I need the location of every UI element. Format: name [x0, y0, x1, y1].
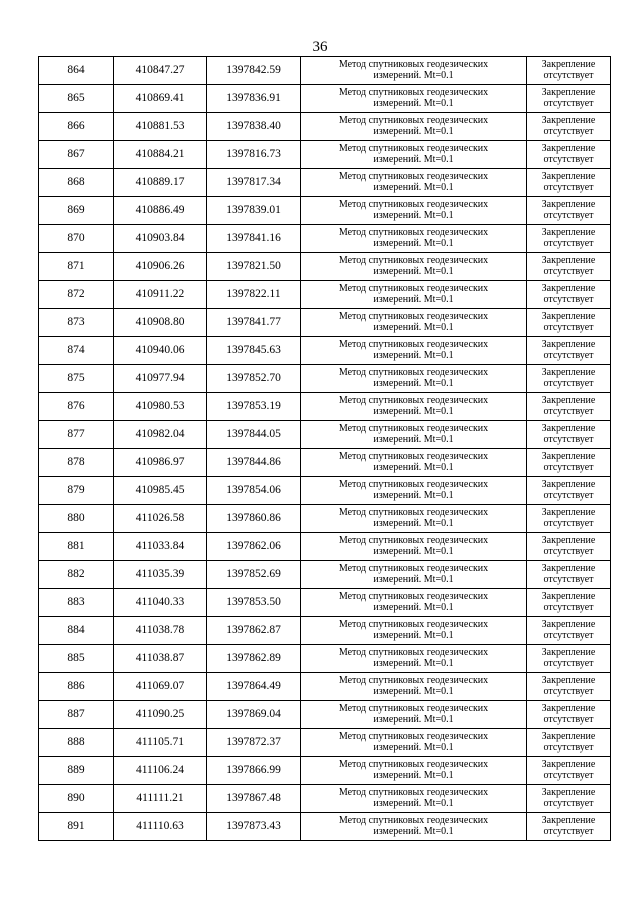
y-coordinate-cell: 1397872.37	[207, 729, 301, 757]
table-row	[39, 141, 611, 169]
method-cell	[301, 309, 527, 337]
table-row	[39, 701, 611, 729]
fixing-line-1: Закрепление	[541, 759, 596, 770]
method-line-2: измерений. Mt=0.1	[373, 377, 454, 389]
point-number-cell: 881	[39, 533, 114, 561]
method-line-2: измерений. Mt=0.1	[373, 321, 454, 333]
method-line-2: измерений. Mt=0.1	[373, 293, 454, 305]
method-cell	[301, 85, 527, 113]
point-number-cell: 871	[39, 253, 114, 281]
point-number-cell: 891	[39, 813, 114, 841]
y-coordinate-cell: 1397841.77	[207, 309, 301, 337]
method-cell	[301, 169, 527, 197]
method-line-1: Метод спутниковых геодезических	[338, 367, 489, 378]
method-line-1: Метод спутниковых геодезических	[338, 703, 489, 714]
fixing-cell	[527, 785, 611, 813]
method-line-2: измерений. Mt=0.1	[373, 265, 454, 277]
method-line-1: Метод спутниковых геодезических	[338, 507, 489, 518]
y-coordinate-cell: 1397844.05	[207, 421, 301, 449]
point-number-cell: 886	[39, 673, 114, 701]
table-row	[39, 617, 611, 645]
method-cell	[301, 701, 527, 729]
fixing-cell	[527, 533, 611, 561]
fixing-cell	[527, 589, 611, 617]
x-coordinate-cell: 411038.87	[114, 645, 207, 673]
fixing-line-2: отсутствует	[543, 769, 594, 781]
fixing-line-1: Закрепление	[541, 451, 596, 462]
point-number-cell: 880	[39, 505, 114, 533]
table-row	[39, 197, 611, 225]
fixing-line-2: отсутствует	[543, 741, 594, 753]
x-coordinate-cell: 410908.80	[114, 309, 207, 337]
method-line-2: измерений. Mt=0.1	[373, 405, 454, 417]
x-coordinate-cell: 411040.33	[114, 589, 207, 617]
fixing-line-2: отсутствует	[543, 293, 594, 305]
method-cell	[301, 253, 527, 281]
method-cell	[301, 141, 527, 169]
method-line-1: Метод спутниковых геодезических	[338, 619, 489, 630]
method-line-2: измерений. Mt=0.1	[373, 825, 454, 837]
point-number-cell: 890	[39, 785, 114, 813]
fixing-line-2: отсутствует	[543, 349, 594, 361]
fixing-line-1: Закрепление	[541, 367, 596, 378]
method-cell	[301, 477, 527, 505]
fixing-line-1: Закрепление	[541, 563, 596, 574]
x-coordinate-cell: 411111.21	[114, 785, 207, 813]
method-line-1: Метод спутниковых геодезических	[338, 311, 489, 322]
method-line-2: измерений. Mt=0.1	[373, 545, 454, 557]
fixing-line-2: отсутствует	[543, 181, 594, 193]
fixing-cell	[527, 85, 611, 113]
y-coordinate-cell: 1397862.89	[207, 645, 301, 673]
table-row	[39, 561, 611, 589]
fixing-line-1: Закрепление	[541, 619, 596, 630]
fixing-line-1: Закрепление	[541, 507, 596, 518]
method-line-2: измерений. Mt=0.1	[373, 769, 454, 781]
fixing-cell	[527, 57, 611, 85]
fixing-line-2: отсутствует	[543, 629, 594, 641]
point-number-cell: 877	[39, 421, 114, 449]
fixing-line-2: отсутствует	[543, 69, 594, 81]
table-row	[39, 673, 611, 701]
method-cell	[301, 617, 527, 645]
x-coordinate-cell: 410940.06	[114, 337, 207, 365]
method-cell	[301, 393, 527, 421]
x-coordinate-cell: 410886.49	[114, 197, 207, 225]
point-number-cell: 883	[39, 589, 114, 617]
y-coordinate-cell: 1397841.16	[207, 225, 301, 253]
page-number: 36	[312, 39, 328, 55]
table-row	[39, 477, 611, 505]
fixing-cell	[527, 449, 611, 477]
method-cell	[301, 729, 527, 757]
fixing-line-1: Закрепление	[541, 395, 596, 406]
x-coordinate-cell: 411026.58	[114, 505, 207, 533]
x-coordinate-cell: 410869.41	[114, 85, 207, 113]
method-cell	[301, 785, 527, 813]
fixing-line-2: отсутствует	[543, 517, 594, 529]
point-number-cell: 885	[39, 645, 114, 673]
table-row	[39, 449, 611, 477]
y-coordinate-cell: 1397853.19	[207, 393, 301, 421]
point-number-cell: 865	[39, 85, 114, 113]
table-row	[39, 533, 611, 561]
method-cell	[301, 449, 527, 477]
y-coordinate-cell: 1397838.40	[207, 113, 301, 141]
fixing-line-2: отсутствует	[543, 489, 594, 501]
table-row	[39, 421, 611, 449]
point-number-cell: 874	[39, 337, 114, 365]
table-row	[39, 253, 611, 281]
point-number-cell: 868	[39, 169, 114, 197]
fixing-cell	[527, 561, 611, 589]
table-row	[39, 281, 611, 309]
fixing-cell	[527, 113, 611, 141]
method-line-1: Метод спутниковых геодезических	[338, 759, 489, 770]
fixing-cell	[527, 253, 611, 281]
method-cell	[301, 813, 527, 841]
method-line-2: измерений. Mt=0.1	[373, 797, 454, 809]
method-line-1: Метод спутниковых геодезических	[338, 283, 489, 294]
method-line-1: Метод спутниковых геодезических	[338, 171, 489, 182]
x-coordinate-cell: 410906.26	[114, 253, 207, 281]
point-number-cell: 889	[39, 757, 114, 785]
fixing-line-1: Закрепление	[541, 815, 596, 826]
fixing-line-2: отсутствует	[543, 657, 594, 669]
fixing-line-1: Закрепление	[541, 591, 596, 602]
fixing-line-2: отсутствует	[543, 545, 594, 557]
method-line-2: измерений. Mt=0.1	[373, 573, 454, 585]
fixing-cell	[527, 421, 611, 449]
y-coordinate-cell: 1397866.99	[207, 757, 301, 785]
fixing-line-1: Закрепление	[541, 647, 596, 658]
y-coordinate-cell: 1397821.50	[207, 253, 301, 281]
table-row	[39, 729, 611, 757]
fixing-line-2: отсутствует	[543, 321, 594, 333]
point-number-cell: 875	[39, 365, 114, 393]
x-coordinate-cell: 410911.22	[114, 281, 207, 309]
method-line-1: Метод спутниковых геодезических	[338, 647, 489, 658]
point-number-cell: 866	[39, 113, 114, 141]
method-line-1: Метод спутниковых геодезических	[338, 395, 489, 406]
method-line-2: измерений. Mt=0.1	[373, 629, 454, 641]
point-number-cell: 878	[39, 449, 114, 477]
x-coordinate-cell: 410847.27	[114, 57, 207, 85]
method-cell	[301, 337, 527, 365]
fixing-line-2: отсутствует	[543, 237, 594, 249]
y-coordinate-cell: 1397817.34	[207, 169, 301, 197]
method-cell	[301, 533, 527, 561]
x-coordinate-cell: 410881.53	[114, 113, 207, 141]
method-line-2: измерений. Mt=0.1	[373, 657, 454, 669]
table-row	[39, 785, 611, 813]
y-coordinate-cell: 1397853.50	[207, 589, 301, 617]
fixing-cell	[527, 673, 611, 701]
method-cell	[301, 757, 527, 785]
fixing-line-2: отсутствует	[543, 125, 594, 137]
point-number-cell: 870	[39, 225, 114, 253]
method-line-1: Метод спутниковых геодезических	[338, 115, 489, 126]
point-number-cell: 869	[39, 197, 114, 225]
fixing-cell	[527, 477, 611, 505]
fixing-line-1: Закрепление	[541, 115, 596, 126]
y-coordinate-cell: 1397816.73	[207, 141, 301, 169]
fixing-cell	[527, 701, 611, 729]
fixing-line-1: Закрепление	[541, 255, 596, 266]
x-coordinate-cell: 411038.78	[114, 617, 207, 645]
fixing-line-1: Закрепление	[541, 87, 596, 98]
method-line-1: Метод спутниковых геодезических	[338, 199, 489, 210]
method-line-2: измерений. Mt=0.1	[373, 181, 454, 193]
x-coordinate-cell: 410985.45	[114, 477, 207, 505]
table-row	[39, 225, 611, 253]
y-coordinate-cell: 1397860.86	[207, 505, 301, 533]
method-line-2: измерений. Mt=0.1	[373, 741, 454, 753]
fixing-cell	[527, 141, 611, 169]
table-row	[39, 113, 611, 141]
method-line-2: измерений. Mt=0.1	[373, 685, 454, 697]
fixing-line-1: Закрепление	[541, 479, 596, 490]
fixing-cell	[527, 337, 611, 365]
y-coordinate-cell: 1397862.87	[207, 617, 301, 645]
x-coordinate-cell: 410980.53	[114, 393, 207, 421]
fixing-line-1: Закрепление	[541, 283, 596, 294]
fixing-line-2: отсутствует	[543, 265, 594, 277]
fixing-line-1: Закрепление	[541, 675, 596, 686]
fixing-line-2: отсутствует	[543, 797, 594, 809]
table-row	[39, 589, 611, 617]
method-line-1: Метод спутниковых геодезических	[338, 731, 489, 742]
fixing-line-2: отсутствует	[543, 685, 594, 697]
method-cell	[301, 113, 527, 141]
fixing-line-2: отсутствует	[543, 461, 594, 473]
method-cell	[301, 281, 527, 309]
method-line-2: измерений. Mt=0.1	[373, 517, 454, 529]
fixing-line-1: Закрепление	[541, 731, 596, 742]
table-row	[39, 169, 611, 197]
method-line-1: Метод спутниковых геодезических	[338, 87, 489, 98]
table-row	[39, 757, 611, 785]
coordinates-table-body	[39, 57, 611, 841]
method-cell	[301, 197, 527, 225]
point-number-cell: 888	[39, 729, 114, 757]
fixing-line-1: Закрепление	[541, 143, 596, 154]
method-line-1: Метод спутниковых геодезических	[338, 339, 489, 350]
y-coordinate-cell: 1397845.63	[207, 337, 301, 365]
x-coordinate-cell: 410986.97	[114, 449, 207, 477]
method-line-2: измерений. Mt=0.1	[373, 489, 454, 501]
method-line-1: Метод спутниковых геодезических	[338, 675, 489, 686]
point-number-cell: 882	[39, 561, 114, 589]
table-row	[39, 645, 611, 673]
method-line-2: измерений. Mt=0.1	[373, 237, 454, 249]
x-coordinate-cell: 411069.07	[114, 673, 207, 701]
method-line-2: измерений. Mt=0.1	[373, 209, 454, 221]
fixing-cell	[527, 393, 611, 421]
method-line-1: Метод спутниковых геодезических	[338, 815, 489, 826]
fixing-line-1: Закрепление	[541, 311, 596, 322]
method-cell	[301, 365, 527, 393]
x-coordinate-cell: 411106.24	[114, 757, 207, 785]
method-line-1: Метод спутниковых геодезических	[338, 563, 489, 574]
fixing-cell	[527, 281, 611, 309]
fixing-line-2: отсутствует	[543, 405, 594, 417]
fixing-cell	[527, 757, 611, 785]
method-cell	[301, 57, 527, 85]
method-line-2: измерений. Mt=0.1	[373, 125, 454, 137]
table-row	[39, 393, 611, 421]
fixing-cell	[527, 225, 611, 253]
x-coordinate-cell: 411110.63	[114, 813, 207, 841]
y-coordinate-cell: 1397867.48	[207, 785, 301, 813]
fixing-line-1: Закрепление	[541, 227, 596, 238]
x-coordinate-cell: 410884.21	[114, 141, 207, 169]
fixing-cell	[527, 197, 611, 225]
y-coordinate-cell: 1397862.06	[207, 533, 301, 561]
x-coordinate-cell: 410982.04	[114, 421, 207, 449]
y-coordinate-cell: 1397852.70	[207, 365, 301, 393]
fixing-line-2: отсутствует	[543, 153, 594, 165]
method-cell	[301, 645, 527, 673]
method-line-2: измерений. Mt=0.1	[373, 153, 454, 165]
method-line-1: Метод спутниковых геодезических	[338, 787, 489, 798]
y-coordinate-cell: 1397822.11	[207, 281, 301, 309]
point-number-cell: 872	[39, 281, 114, 309]
y-coordinate-cell: 1397864.49	[207, 673, 301, 701]
y-coordinate-cell: 1397842.59	[207, 57, 301, 85]
point-number-cell: 887	[39, 701, 114, 729]
method-cell	[301, 589, 527, 617]
method-line-1: Метод спутниковых геодезических	[338, 591, 489, 602]
fixing-cell	[527, 309, 611, 337]
x-coordinate-cell: 411090.25	[114, 701, 207, 729]
fixing-cell	[527, 617, 611, 645]
fixing-line-2: отсутствует	[543, 97, 594, 109]
fixing-line-2: отсутствует	[543, 433, 594, 445]
fixing-line-1: Закрепление	[541, 59, 596, 70]
fixing-line-2: отсутствует	[543, 713, 594, 725]
method-line-1: Метод спутниковых геодезических	[338, 535, 489, 546]
table-row	[39, 309, 611, 337]
coordinates-table	[38, 56, 611, 841]
point-number-cell: 876	[39, 393, 114, 421]
y-coordinate-cell: 1397836.91	[207, 85, 301, 113]
method-line-2: измерений. Mt=0.1	[373, 601, 454, 613]
fixing-line-1: Закрепление	[541, 199, 596, 210]
fixing-line-1: Закрепление	[541, 171, 596, 182]
method-line-2: измерений. Mt=0.1	[373, 461, 454, 473]
point-number-cell: 879	[39, 477, 114, 505]
method-line-2: измерений. Mt=0.1	[373, 433, 454, 445]
x-coordinate-cell: 411033.84	[114, 533, 207, 561]
method-line-2: измерений. Mt=0.1	[373, 69, 454, 81]
method-line-1: Метод спутниковых геодезических	[338, 59, 489, 70]
table-row	[39, 505, 611, 533]
point-number-cell: 864	[39, 57, 114, 85]
fixing-line-2: отсутствует	[543, 573, 594, 585]
table-row	[39, 85, 611, 113]
method-line-1: Метод спутниковых геодезических	[338, 451, 489, 462]
fixing-line-1: Закрепление	[541, 703, 596, 714]
method-cell	[301, 561, 527, 589]
fixing-cell	[527, 365, 611, 393]
point-number-cell: 867	[39, 141, 114, 169]
method-line-2: измерений. Mt=0.1	[373, 349, 454, 361]
fixing-cell	[527, 169, 611, 197]
y-coordinate-cell: 1397869.04	[207, 701, 301, 729]
x-coordinate-cell: 410977.94	[114, 365, 207, 393]
fixing-cell	[527, 645, 611, 673]
method-line-2: измерений. Mt=0.1	[373, 97, 454, 109]
fixing-cell	[527, 813, 611, 841]
x-coordinate-cell: 411035.39	[114, 561, 207, 589]
y-coordinate-cell: 1397844.86	[207, 449, 301, 477]
fixing-line-1: Закрепление	[541, 787, 596, 798]
method-line-2: измерений. Mt=0.1	[373, 713, 454, 725]
method-cell	[301, 225, 527, 253]
method-cell	[301, 673, 527, 701]
x-coordinate-cell: 410903.84	[114, 225, 207, 253]
fixing-line-2: отсутствует	[543, 601, 594, 613]
y-coordinate-cell: 1397873.43	[207, 813, 301, 841]
table-row	[39, 57, 611, 85]
point-number-cell: 884	[39, 617, 114, 645]
y-coordinate-cell: 1397839.01	[207, 197, 301, 225]
method-cell	[301, 505, 527, 533]
fixing-cell	[527, 729, 611, 757]
fixing-line-2: отсутствует	[543, 825, 594, 837]
x-coordinate-cell: 410889.17	[114, 169, 207, 197]
fixing-line-2: отсутствует	[543, 209, 594, 221]
y-coordinate-cell: 1397852.69	[207, 561, 301, 589]
table-row	[39, 337, 611, 365]
fixing-line-1: Закрепление	[541, 339, 596, 350]
method-line-1: Метод спутниковых геодезических	[338, 423, 489, 434]
fixing-cell	[527, 505, 611, 533]
fixing-line-1: Закрепление	[541, 535, 596, 546]
fixing-line-2: отсутствует	[543, 377, 594, 389]
method-cell	[301, 421, 527, 449]
table-row	[39, 813, 611, 841]
method-line-1: Метод спутниковых геодезических	[338, 227, 489, 238]
x-coordinate-cell: 411105.71	[114, 729, 207, 757]
fixing-line-1: Закрепление	[541, 423, 596, 434]
method-line-1: Метод спутниковых геодезических	[338, 479, 489, 490]
point-number-cell: 873	[39, 309, 114, 337]
table-row	[39, 365, 611, 393]
method-line-1: Метод спутниковых геодезических	[338, 143, 489, 154]
method-line-1: Метод спутниковых геодезических	[338, 255, 489, 266]
y-coordinate-cell: 1397854.06	[207, 477, 301, 505]
